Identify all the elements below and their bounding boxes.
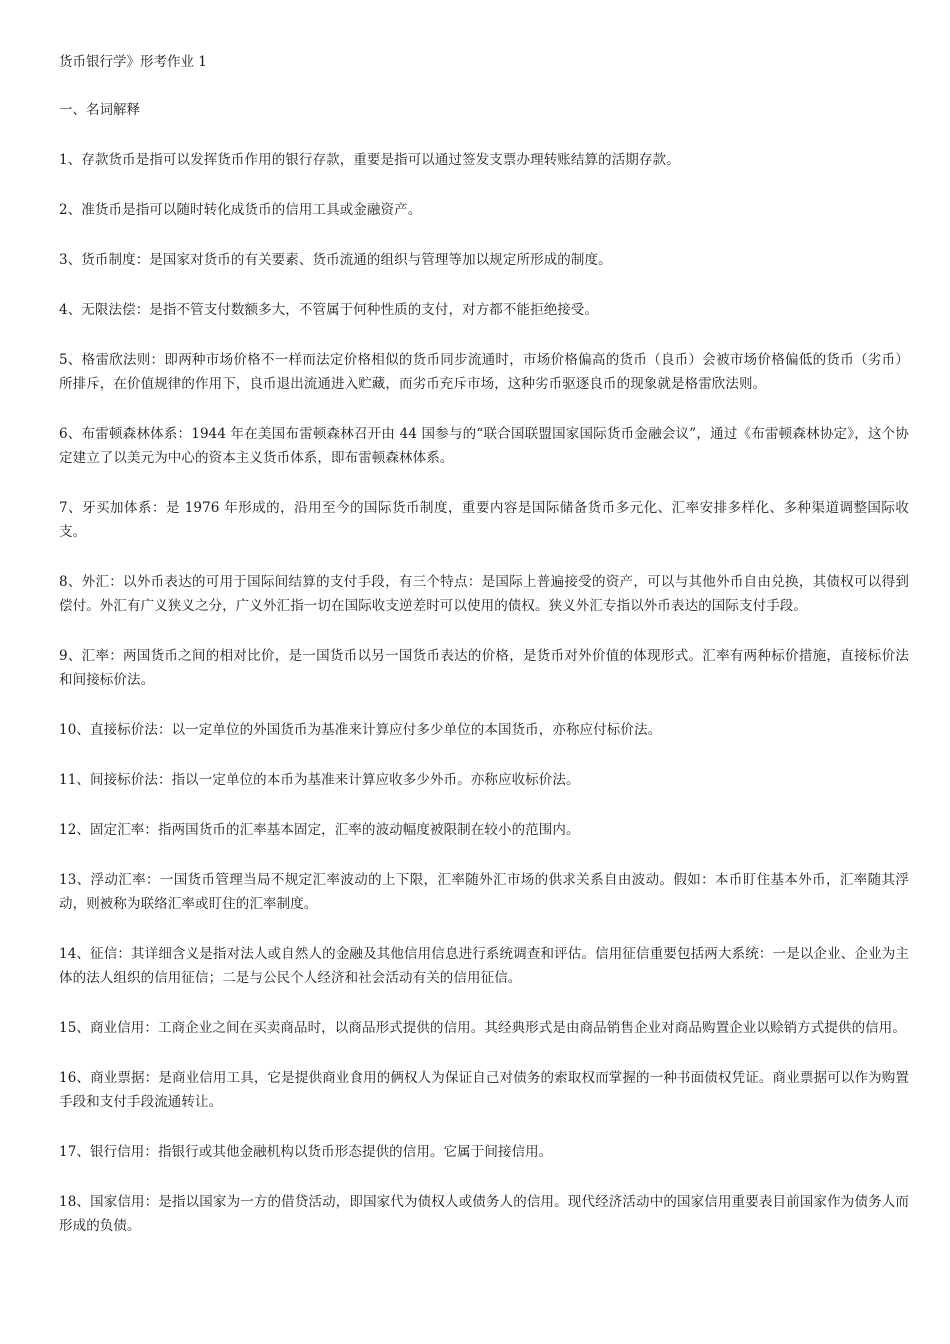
definition-entry-5: 5、格雷欣法则：即两种市场价格不一样而法定价格相似的货币同步流通时，市场价格偏高的货币（良币）会被市场价格偏低的货币（劣币）所排斥，在价值规律的作用下，良币退出流通进入贮藏，而劣币充斥市场，这种劣币驱逐良币的现象就是格雷欣法则。 xyxy=(59,352,909,392)
document-title: 货币银行学》形考作业 1 xyxy=(59,54,207,70)
document-page xyxy=(59,52,909,1264)
definition-entry-12: 12、固定汇率：指两国货币的汇率基本固定，汇率的波动幅度被限制在较小的范围内。 xyxy=(59,822,580,838)
definition-entry-17: 17、银行信用：指银行或其他金融机构以货币形态提供的信用。它属于间接信用。 xyxy=(59,1144,553,1160)
definition-entry-10: 10、直接标价法：以一定单位的外国货币为基准来计算应付多少单位的本国货币，亦称应付标价法。 xyxy=(59,722,662,738)
definition-entry-6: 6、布雷顿森林体系：1944 年在美国布雷顿森林召开由 44 国参与的“联合国联盟国家国际货币金融会议”，通过《布雷顿森林协定》，这个协定建立了以美元为中心的资本主义货币体系，即布雷顿森林体系。 xyxy=(59,426,909,466)
definition-entry-2: 2、准货币是指可以随时转化成货币的信用工具或金融资产。 xyxy=(59,202,422,218)
definition-entry-15: 15、商业信用：工商企业之间在买卖商品时，以商品形式提供的信用。其经典形式是由商品销售企业对商品购置企业以赊销方式提供的信用。 xyxy=(59,1020,906,1036)
definition-entry-14: 14、征信：其详细含义是指对法人或自然人的金融及其他信用信息进行系统调查和评估。信用征信重要包括两大系统：一是以企业、企业为主体的法人组织的信用征信；二是与公民个人经济和社会活动有关的信用征信。 xyxy=(59,946,909,986)
definition-entry-8: 8、外汇：以外币表达的可用于国际间结算的支付手段，有三个特点：是国际上普遍接受的资产，可以与其他外币自由兑换，其债权可以得到偿付。外汇有广义狭义之分，广义外汇指一切在国际收支逆差时可以使用的债权。狭义外汇专指以外币表达的国际支付手段。 xyxy=(59,574,909,614)
definition-entry-3: 3、货币制度：是国家对货币的有关要素、货币流通的组织与管理等加以规定所形成的制度。 xyxy=(59,252,612,268)
definition-entry-9: 9、汇率：两国货币之间的相对比价，是一国货币以另一国货币表达的价格，是货币对外价值的体现形式。汇率有两种标价措施，直接标价法和间接标价法。 xyxy=(59,648,909,688)
definition-entry-13: 13、浮动汇率：一国货币管理当局不规定汇率波动的上下限，汇率随外汇市场的供求关系自由波动。假如：本币盯住基本外币，汇率随其浮动，则被称为联络汇率或盯住的汇率制度。 xyxy=(59,872,909,912)
definition-entry-7: 7、牙买加体系：是 1976 年形成的，沿用至今的国际货币制度，重要内容是国际储备货币多元化、汇率安排多样化、多种渠道调整国际收支。 xyxy=(59,500,909,540)
definition-entry-4: 4、无限法偿：是指不管支付数额多大，不管属于何种性质的支付，对方都不能拒绝接受。 xyxy=(59,302,599,318)
definition-entry-11: 11、间接标价法：指以一定单位的本币为基准来计算应收多少外币。亦称应收标价法。 xyxy=(59,772,580,788)
definition-entry-18: 18、国家信用：是指以国家为一方的借贷活动，即国家代为债权人或债务人的信用。现代经济活动中的国家信用重要表目前国家作为债务人而形成的负债。 xyxy=(59,1194,909,1234)
definition-entry-1: 1、存款货币是指可以发挥货币作用的银行存款，重要是指可以通过签发支票办理转账结算的活期存款。 xyxy=(59,152,680,168)
definition-entry-16: 16、商业票据：是商业信用工具，它是提供商业食用的俩权人为保证自己对债务的索取权而掌握的一种书面债权凭证。商业票据可以作为购置手段和支付手段流通转让。 xyxy=(59,1070,909,1110)
section-heading: 一、名词解释 xyxy=(59,102,140,118)
